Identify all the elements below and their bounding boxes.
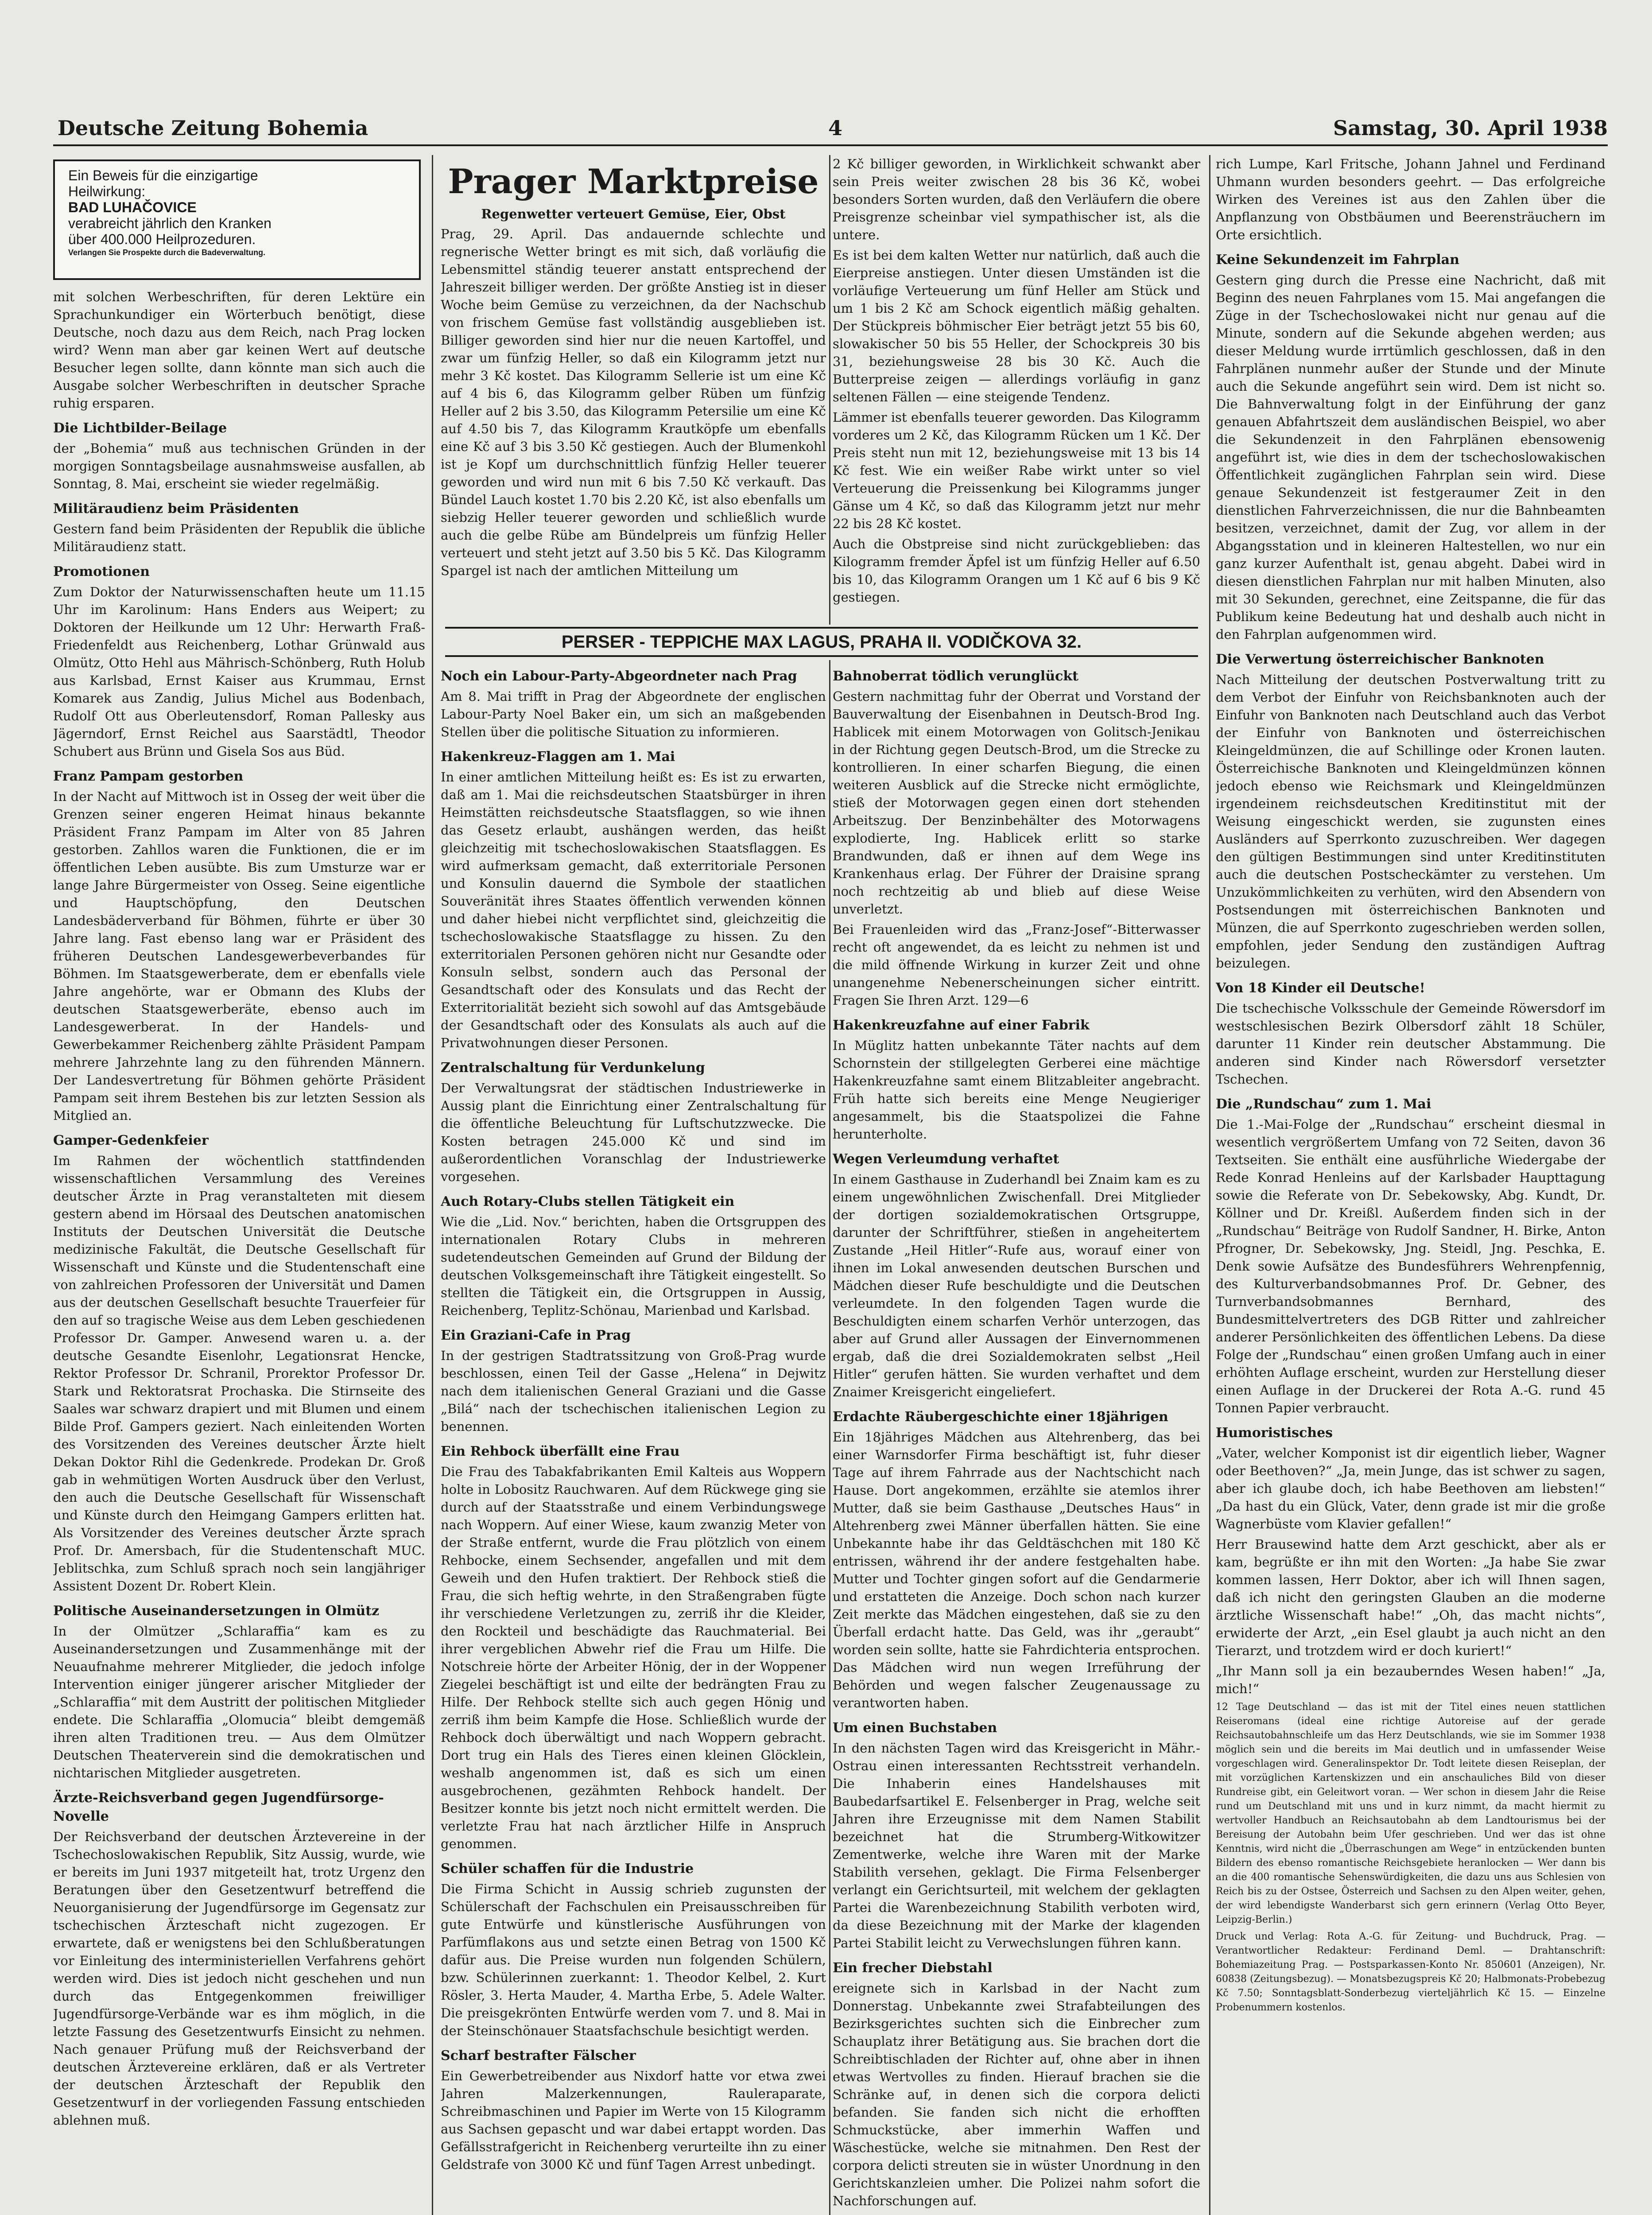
article-paragraph: Gestern nachmittag fuhr der Oberrat und Vorstand der Bauverwaltung der Eisenbahnen in Deutsch-Brod Ing. Hablicek mit einem Motorwagen von Golitsch-Jenikau in der Richtung gegen Deutsch-Brod, um die Strecke zu kontrollieren. In einer scharfen Biegung, die einen weiteren Ausblick auf die Strecke nicht ermöglichte, stieß der Motorwagen gegen einen dort stehenden Arbeitszug. Der Benzinbehälter des Motorwagens explodierte, Ing. Hablicek erlitt so starke Brandwunden, daß er ihnen auf dem Wege ins Krankenhaus erlag. Der Führer der Draisine sprang noch rechtzeitig ab und blieb auf diese Weise unverletzt. bbox=[833, 689, 1200, 917]
article-paragraph: „Ihr Mann soll ja ein bezauberndes Wesen haben!“ „Ja, mich!“ bbox=[1216, 1663, 1605, 1696]
article-paragraph: In der Olmützer „Schlaraffia“ kam es zu Auseinandersetzungen und Zusammenhänge mit der Neuaufnahme mehrerer Mitglieder, die jedoch infolge Intervention einiger jüngerer arischer Mitglieder der „Schlaraffia“ mit dem Austritt der politischen Mitglieder endete. Die Schlaraffia „Olomucia“ bleibt demgemäß ihren alten Traditionen treu. — Aus dem Olmützer Deutschen Theaterverein sind die demokratischen und nichtarischen Mitglieder ausgetreten. bbox=[53, 1624, 425, 1780]
spa-advertisement bbox=[53, 159, 421, 280]
article-headline: Keine Sekundenzeit im Fahrplan bbox=[1216, 252, 1460, 268]
column-4 bbox=[1216, 155, 1605, 2215]
article-headline: Die Lichtbilder-Beilage bbox=[53, 420, 227, 436]
article-headline: Humoristisches bbox=[1216, 1425, 1333, 1441]
article-paragraph: Am 8. Mai trifft in Prag der Abgeordnete der englischen Labour-Party Noel Baker ein, um sich an maßgebenden Stellen über die politische Situation zu informieren. bbox=[441, 689, 826, 739]
ad-line: Heilwirkung: bbox=[68, 183, 146, 199]
issue-date: Samstag, 30. April 1938 bbox=[1333, 116, 1608, 140]
ad-line: Ein Beweis für die einzigartige bbox=[68, 167, 258, 183]
article-paragraph: Ein Gewerbetreibender aus Nixdorf hatte vor etwa zwei Jahren Malzerkennungen, Rauleraparate, Schreibmaschinen und Papier im Werte von 15 Kilogramm aus Sachsen gepascht und war dabei ertappt worden. Das Gefällsstrafgericht in Reichenberg verurteilte ihn zu einer Geldstrafe von 3000 Kč und fünf Tagen Arrest unbedingt. bbox=[441, 2068, 826, 2172]
article-headline: Franz Pampam gestorben bbox=[53, 769, 244, 784]
column-1 bbox=[53, 288, 425, 2215]
column-3-top bbox=[833, 155, 1200, 625]
article-paragraph: rich Lumpe, Karl Fritsche, Johann Jahnel und Ferdinand Uhmann wurden besonders geehrt. — Das erfolgreiche Wirken des Vereines ist aus den Zahlen über die Anpflanzung von Obstbäumen und Beerensträuchern im Orte ersichtlich. bbox=[1216, 156, 1605, 242]
article-headline: Um einen Buchstaben bbox=[833, 1720, 997, 1736]
article-paragraph: Der Verwaltungsrat der städtischen Industriewerke in Aussig plant die Einrichtung einer Zentralschaltung für die öffentliche Beleuchtung für Luftschutzzwecke. Die Kosten betragen 245.000 Kč und sind im außerordentlichen Voranschlag der Industriewerke vorgesehen. bbox=[441, 1080, 826, 1184]
article-headline: Militäraudienz beim Präsidenten bbox=[53, 501, 299, 517]
column-divider bbox=[432, 155, 433, 2215]
article-headline: Die Verwertung österreichischer Banknoten bbox=[1216, 652, 1544, 667]
article-paragraph: Bei Frauenleiden wird das „Franz-Josef“-Bitterwasser recht oft angewendet, da es leicht zu nehmen ist und die mild öffnende Wirkung in kurzer Zeit und ohne unangenehme Nebenerscheinungen sicher eintritt. Fragen Sie Ihren Arzt. 129—6 bbox=[833, 922, 1200, 1008]
article-headline: Auch Rotary-Clubs stellen Tätigkeit ein bbox=[441, 1194, 735, 1209]
article-paragraph: der „Bohemia“ muß aus technischen Gründen in der morgigen Sonntagsbeilage ausnahmsweise ausfallen, ab Sonntag, 8. Mai, erscheint sie wieder regelmäßig. bbox=[53, 441, 425, 491]
article-paragraph: ereignete sich in Karlsbad in der Nacht zum Donnerstag. Unbekannte zwei Strafabteilungen des Bezirksgerichtes suchten sich die Einbrecher zum Schauplatz ihrer Betätigung aus. Sie brachen dort die Schreibtischladen der Richter auf, ohne aber in ihnen etwas Wertvolles zu finden. Hierauf brachen sie die Schränke auf, in denen sich die corpora delicti befanden. Sie fanden sich nicht die erhofften Schmuckstücke, aber immerhin Waffen und Wäschestücke, welche sie mitnahmen. Den Rest der corpora delicti streuten sie in wüster Unordnung in den Gerichtskanzleien umher. Die Polizei nahm sofort die Nachforschungen auf. bbox=[833, 1981, 1200, 2208]
article-paragraph: Prag, 29. April. Das andauernde schlechte und regnerische Wetter bringt es mit sich, daß vorläufig die Lebensmittel ständig teuerer anstatt entsprechend der Jahreszeit billiger werden. Der größte Anstieg ist in dieser Woche beim Gemüse zu verzeichnen, da der Nachschub von frischem Gemüse fast vollständig ausgeblieben ist. Billiger geworden sind hier nur die neuen Kartoffel, und zwar um fünfzig Heller, so daß ein Kilogramm jetzt nur mehr 3 Kč kostet. Das Kilogramm Sellerie ist um eine Kč auf 4 bis 6, das Kilogramm gelber Rüben um fünfzig Heller auf 2 bis 3.50, das Kilogramm Petersilie um eine Kč auf 4.50 bis 7, das Kilogramm Krautköpfe um ebenfalls eine Kč auf 3 bis 3.50 Kč gestiegen. Auch der Blumenkohl ist je Kopf um durchschnittlich fünfzig Heller teuerer geworden und wird nun mit 6 bis 7.50 Kč verkauft. Das Bündel Lauch kostet 1.70 bis 2.20 Kč, ist also ebenfalls um siebzig Heller teuerer geworden und schließlich wurde auch die gelbe Rübe am Bündelpreis um fünfzig Heller verteuert und steht jetzt auf 3.50 bis 5 Kč. Das Kilogramm Spargel ist nach der amtlichen Mitteilung um bbox=[441, 226, 826, 578]
ad-headline: BAD LUHAČOVICE bbox=[68, 199, 197, 215]
article-headline: Hakenkreuz-Flaggen am 1. Mai bbox=[441, 749, 675, 765]
article-paragraph: Die 1.-Mai-Folge der „Rundschau“ erscheint diesmal in wesentlich vergrößertem Umfang von 72 Seiten, davon 36 Textseiten. Sie enthält eine ausführliche Wiedergabe der Rede Konrad Henleins auf der Karlsbader Haupttagung sowie die Referate von Dr. Sebekowsky, Abg. Kundt, Dr. Köllner und Dr. Kreißl. Außerdem finden sich in der „Rundschau“ Beiträge von Rudolf Sandner, H. Birke, Anton Pfrogner, Dr. Sebekowsky, Jng. Steidl, Jng. Peschka, E. Denk sowie Aufsätze des Bundesführers Wehrenpfennig, des Kulturverbandsobmannes Prof. Dr. Gebner, des Turnverbandsobmannes Bernhard, des Bundesmittelvertreters des DGB Ritter und zahlreicher anderer Persönlichkeiten des öffentlichen Lebens. Da diese Folge der „Rundschau“ einen großen Umfang auch in einer erhöhten Auflage erscheint, wurden zur Herstellung dieser einen Auflage in der Druckerei der Rota A.-G. rund 45 Tonnen Papier verbraucht. bbox=[1216, 1117, 1605, 1415]
article-paragraph: In einer amtlichen Mitteilung heißt es: Es ist zu erwarten, daß am 1. Mai die reichsdeutschen Staatsbürger in ihren Heimstätten reichsdeutsche Staatsflaggen, so wie ihnen das Gesetz erlaubt, aushängen werden, das heißt gleichzeitig mit tschechoslowakischen Staatsflaggen. Es wird aufmerksam gemacht, daß exterritoriale Personen und Konsulin dauernd die Symbole der staatlichen Souveränität ihres Staates öffentlich verwenden können und daher hiebei nicht verpflichtet sind, gleichzeitig die tschechoslowakische Staatsflagge zu hissen. Zu den exterritorialen Personen gehören nicht nur Gesandte oder Konsuln selbst, sondern auch das Personal der Gesandtschaft oder des Konsulats und das Recht der Exterritorialität bezieht sich sowohl auf das Amtsgebäude der Gesandtschaft oder des Konsulats als auch auf die Privatwohnungen dieser Personen. bbox=[441, 769, 826, 1050]
column-divider bbox=[1209, 155, 1210, 2215]
article-paragraph: Die Frau des Tabakfabrikanten Emil Kalteis aus Woppern holte in Lobositz Rauchwaren. Auf dem Rückwege ging sie durch auf der Staatsstraße und einem Verbindungswege nach Woppern. Auf einer Wiese, kaum zwanzig Meter von der Straße entfernt, wurde die Frau plötzlich von einem Rehbocke, einem Sechsender, angefallen und mit dem Geweih und den Hufen traktiert. Der Rehbock stieß die Frau, die sich heftig wehrte, in den Straßengraben fügte ihr verschiedene Verletzungen zu, zerriß ihr die Kleider, den Rockteil und beschädigte das Rauchmaterial. Bei ihrer vergeblichen Abwehr rief die Frau um Hilfe. Die Notschreie hörte der Arbeiter Hönig, der in der Woppener Ziegelei beschäftigt ist und eilte der bedrängten Frau zu Hilfe. Der Rehbock stellte sich auch gegen Hönig und zerriß ihm beim Kampfe die Hose. Schließlich wurde der Rehbock doch überwältigt und nach Woppern gebracht. Dort trug ein Hals des Tieres einen kleinen Glöcklein, weshalb angenommen ist, daß es sich um einen ausgebrochenen, gezähmten Rehbock handelt. Der Besitzer konnte bis jetzt noch nicht ermittelt werden. Die verletzte Frau hat nach ärztlicher Hilfe in Anspruch genommen. bbox=[441, 1464, 826, 1851]
newspaper-title: Deutsche Zeitung Bohemia bbox=[58, 116, 368, 140]
article-headline: Zentralschaltung für Verdunkelung bbox=[441, 1060, 705, 1076]
article-headline: Wegen Verleumdung verhaftet bbox=[833, 1151, 1059, 1167]
article-paragraph: mit solchen Werbeschriften, für deren Lektüre ein Sprachunkundiger ein Wörterbuch benötigt, diese Deutsche, noch dazu aus dem Reich, nach Prag locken wird? Wenn man aber gar keinen Wert auf deutsche Besucher legen sollte, dann könnte man sich auch die Ausgabe solcher Werbeschriften in deutscher Sprache ruhig ersparen. bbox=[53, 289, 425, 411]
article-paragraph: Nach Mitteilung der deutschen Postverwaltung tritt zu dem Verbot der Einfuhr von Reichsbanknoten auch der Einfuhr von Banknoten nach Deutschland auch das Verbot der Einfuhr von Banknoten und österreichischen Kleingeldmünzen, die auf Schillinge oder Kronen lauten. Österreichische Banknoten und Kleingeldmünzen können jedoch ebenso wie Reichsmark und Kleingeldmünzen irgendeinem reichsdeutschen Kreditinstitut mit der Weisung eingeschickt werden, sie zugunsten eines Ausländers auf Sperrkonto zuzuschreiben. Wer dagegen den gültigen Bestimmungen sind unter Kreditinstituten auch die deutschen Postscheckämter zu verstehen. Um Unzukömmlichkeiten zu verhüten, wird den Absendern von Postsendungen mit österreichischen Banknoten und Münzen, die auf Sperrkonto zugeschrieben werden sollen, empfohlen, jeder Sendung den zuständigen Auftrag beizulegen. bbox=[1216, 672, 1605, 971]
article-headline: Gamper-Gedenkfeier bbox=[53, 1133, 209, 1148]
article-paragraph: Lämmer ist ebenfalls teuerer geworden. Das Kilogramm vorderes um 2 Kč, das Kilogramm Rücken um 1 Kč. Der Preis steht nun mit 12, beziehungsweise mit 13 bis 14 Kč fest. Wie ein weißer Rabe wirkt unter so viel Verteuerung die Preissenkung bei Kilogramms junger Gänse um 4 Kč, so daß das Kilogramm jetzt nur mehr 22 bis 28 Kč kostet. bbox=[833, 410, 1200, 531]
article-paragraph: Gestern ging durch die Presse eine Nachricht, daß mit Beginn des neuen Fahrplanes vom 15. Mai angefangen die Züge in der Tschechoslowakei nicht nur genau auf die Minute, sondern auf die Sekunde abgehen werden; aus dieser Meldung wurde irrtümlich geschlossen, daß in den Fahrplänen nunmehr außer der Stunde und der Minute auch die Sekunde angeführt sein wird. Dem ist nicht so. Die Bahnverwaltung folgt in der Einführung der ganz genauen Abfahrtszeit dem ausländischen Beispiel, wo aber die Sekundenzeit in den Fahrplänen ebensowenig angeführt ist, wie dies in dem der tschechoslowakischen Öffentlichkeit zugänglichen Fahrplan sein wird. Diese genaue Sekundenzeit ist festgeraumer Zeit in den dienstlichen Fahrverzeichnissen, die nur die Bahnbeamten besitzen, verzeichnet, damit der Zug, vor allem in der Abgangsstation und in kleineren Haltestellen, wo nur ein ganz kurzer Aufenthalt ist, genau abgeht. Dabei wird in diesen dienstlichen Fahrplan nur mit halben Minuten, also mit 30 Sekunden, gerechnet, eine Zeitspanne, die für das Publikum keine Bedeutung hat und deshalb auch nicht in den Fahrplan aufgenommen wird. bbox=[1216, 272, 1605, 642]
article-headline: Ein frecher Diebstahl bbox=[833, 1960, 993, 1976]
article-paragraph: Die tschechische Volksschule der Gemeinde Röwersdorf im westschlesischen Bezirk Olbersdorf zählt 18 Schüler, darunter 11 Kinder rein deutscher Abstammung. Die anderen sind Kinder nach Röwersdorf versetzter Tschechen. bbox=[1216, 1001, 1605, 1087]
article-paragraph: In einem Gasthause in Zuderhandl bei Znaim kam es zu einem ungewöhnlichen Zwischenfall. Drei Mitglieder der dortigen sozialdemokratischen Ortsgruppe, darunter der Schriftführer, stießen in angeheitertem Zustande „Heil Hitler“-Rufe aus, worauf einer von ihnen im Lokal anwesenden deutschen Burschen und Mädchen dieser Rufe beschuldigte und die Deutschen verleumdete. In den folgenden Tagen wurde die Beschuldigten einem scharfen Verhör unterzogen, das aber auf Grund aller Aussagen der Einvernommenen ergab, daß die drei Sozialdemokraten selbst „Heil Hitler“ gerufen hätten. Sie wurden verhaftet und dem Znaimer Kreisgericht eingeliefert. bbox=[833, 1172, 1200, 1399]
article-headline: Ein Graziani-Cafe in Prag bbox=[441, 1328, 631, 1343]
article-paragraph: Wie die „Lid. Nov.“ berichten, haben die Ortsgruppen des internationalen Rotary Clubs in mehreren sudetendeutschen Gemeinden auf Grund der Bildung der deutschen Volksgemeinschaft ihre Tätigkeit eingestellt. So stellten die Tätigkeit ein, die Ortsgruppen in Aussig, Reichenberg, Teplitz-Schönau, Marienbad und Karlsbad. bbox=[441, 1214, 826, 1318]
article-headline: Regenwetter verteuert Gemüse, Eier, Obst bbox=[481, 206, 786, 222]
article-paragraph: Im Rahmen der wöchentlich stattfindenden wissenschaftlichen Versammlung des Vereines deutscher Ärzte in Prag veranstalteten mit diesem gestern abend im Hörsaal des Deutschen anatomischen Instituts der Deutschen Universität die Deutsche medizinische Fakultät, die Deutsche Gesellschaft für Wissenschaft und Künste und die Studentenschaft eine von zahlreichen Professoren der Universität und Damen aus der deutschen Gesellschaft besuchte Trauerfeier für den auf so tragische Weise aus dem Leben geschiedenen Professor Dr. Gamper. Anwesend waren u. a. der deutsche Gesandte Eisenlohr, Legationsrat Hencke, Rektor Professor Dr. Schranil, Prorektor Professor Dr. Stark und Rektoratsrat Prochaska. Die Stirnseite des Saales war schwarz drapiert und mit Blumen und einem Bilde Prof. Gampers geziert. Nach einleitenden Worten des Vorsitzenden des Vereines deutscher Ärzte hielt Dekan Doktor Rihl die Gedenkrede. Prodekan Dr. Groß gab in wehmütigen Worten Ausdruck über den Verlust, den auch die Deutsche Gesellschaft für Wissenschaft und Künste durch den Heimgang Gampers erlitten hat. Als Vorsitzender des Vereines deutscher Ärzte sprach Prof. Dr. Amersbach, für die Studentenschaft MUC. Jeblitschka, zum Schluß sprach noch sein langjähriger Assistent Dozent Dr. Robert Klein. bbox=[53, 1153, 425, 1593]
article-paragraph: Ein 18jähriges Mädchen aus Altehrenberg, das bei einer Warnsdorfer Firma beschäftigt ist, fuhr dieser Tage auf ihrem Fahrrade aus der Nachtschicht nach Hause. Dort angekommen, erzählte sie atemlos ihrer Mutter, daß sie beim Gasthause „Deutsches Haus“ in Altehrenberg zwei Männer überfallen hätten. Sie eine Unbekannte habe ihr das Geldtäschchen mit 180 Kč entrissen, während ihr der andere festgehalten habe. Mutter und Tochter gingen sofort auf die Gendarmerie und erstatteten die Anzeige. Doch schon nach kurzer Zeit merkte das Mädchen eingestehen, daß sie zu den Überfall erdacht hatte. Das Geld, was ihr „geraubt“ worden sein sollte, hatte sie Fahrdichteria entsprochen. Das Mädchen wird nun wegen Irreführung der Behörden und wegen falscher Zeugenaussage zu verantworten haben. bbox=[833, 1430, 1200, 1710]
page-header bbox=[58, 116, 1608, 143]
article-paragraph: Auch die Obstpreise sind nicht zurückgeblieben: das Kilogramm fremder Äpfel ist um fünfzig Heller auf 6.50 bis 10, das Kilogramm Orangen um 1 Kč auf 6 bis 9 Kč gestiegen. bbox=[833, 536, 1200, 605]
column-divider bbox=[829, 660, 830, 2215]
article-paragraph: Es ist bei dem kalten Wetter nur natürlich, daß auch die Eierpreise anstiegen. Unter diesen Umständen ist die vorläufige Verteuerung um fünf Heller am Stück und um 1 bis 2 Kč am Schock eigentlich mäßig gehalten. Der Stückpreis böhmischer Eier beträgt jetzt 55 bis 60, slowakischer 50 bis 55 Heller, der Schockpreis 30 bis 31, beziehungsweise 28 bis 30 Kč. Auch die Butterpreise zeigen — allerdings vorläufig in ganz seltenen Fällen — eine steigende Tendenz. bbox=[833, 248, 1200, 404]
article-headline: Promotionen bbox=[53, 564, 150, 579]
ad-line: über 400.000 Heilprozeduren. bbox=[68, 231, 256, 247]
article-paragraph: In der Nacht auf Mittwoch ist in Osseg der weit über die Grenzen seiner engeren Heimat hinaus bekannte Präsident Franz Pampam im Alter von 85 Jahren gestorben. Zahllos waren die Funktionen, die er im öffentlichen Leben ausübte. Bis zum Umsturze war er lange Jahre Bürgermeister von Osseg. Seine eigentliche und Hauptschöpfung, den Deutschen Landesbäderverband für Böhmen, führte er über 30 Jahre lang. Fast ebenso lang war er Präsident des früheren Deutschen Landesgewerbeverbandes für Böhmen. Im Staatsgewerberate, dem er ebenfalls viele Jahre angehörte, war er Obmann des Klubs der deutschen Staatsgewerberäte, ebenso auch im Landesgewerberat. In der Handels- und Gewerbekammer Reichenberg zählte Präsident Pampam mehrere Jahrzehnte lang zu den führenden Männern. Der Landesvertretung für Böhmen gehörte Präsident Pampam seit ihrem Bestehen bis zur letzten Session als Mitglied an. bbox=[53, 789, 425, 1123]
header-rule bbox=[53, 144, 1608, 146]
article-headline: Politische Auseinandersetzungen in Olmütz bbox=[53, 1603, 380, 1619]
article-headline: Bahnoberrat tödlich verunglückt bbox=[833, 668, 1079, 684]
article-paragraph: Gestern fand beim Präsidenten der Republik die übliche Militäraudienz statt. bbox=[53, 521, 425, 554]
article-headline: Ein Rehbock überfällt eine Frau bbox=[441, 1444, 680, 1459]
column-3-bottom bbox=[833, 660, 1200, 2215]
article-paragraph: „Vater, welcher Komponist ist dir eigentlich lieber, Wagner oder Beethoven?“ „Ja, mein Junge, das ist schwer zu sagen, aber ich glaube doch, ich habe Beethoven am liebsten!“ „Da hast du ein Glück, Vater, denn grade ist mir die große Wagnerbüste vom Klavier gefallen!“ bbox=[1216, 1446, 1605, 1531]
column-2-bottom bbox=[441, 660, 826, 2215]
page-number: 4 bbox=[828, 116, 843, 140]
article-headline: Noch ein Labour-Party-Abgeordneter nach Prag bbox=[441, 668, 797, 684]
article-paragraph: 2 Kč billiger geworden, in Wirklichkeit schwankt aber sein Preis weiter zwischen 28 bis 36 Kč, wobei besonders Sorten wurden, daß den Verläufern die obere Preisgrenze scheinbar viel sympathischer ist, als die untere. bbox=[833, 156, 1200, 242]
article-paragraph: Der Reichsverband der deutschen Ärztevereine in der Tschechoslowakischen Republik, Sitz Aussig, wurde, wie er bereits im Juni 1937 mitgeteilt hat, trotz Urgenz den Beratungen über den Gesetzentwurf betreffend die Neuorganisierung der Jugendfürsorge im Gegensatz zur tschechischen Ärzteschaft nicht zugezogen. Er erwartete, daß er wenigstens bei den Schlußberatungen vor Einleitung des interministeriellen Verfahrens gehört werden wird. Dies ist jedoch nicht geschehen und nun durch das Entgegenkommen freiwilliger Jugendfürsorge-Verbände war es ihm möglich, in die letzte Fassung des Gesetzentwurfs Einsicht zu nehmen. Nach genauer Prüfung muß der Reichsverband der deutschen Ärztevereine erklären, daß er als Vertreter der deutschen Ärzteschaft der Republik den Gesetzentwurf in der vorliegenden Fassung entschieden ablehnen muß. bbox=[53, 1829, 425, 2128]
article-headline: Ärzte-Reichsverband gegen Jugendfürsorge-Novelle bbox=[53, 1790, 384, 1824]
article-paragraph: Druck und Verlag: Rota A.-G. für Zeitung- und Buchdruck, Prag. — Verantwortlicher Redakteur: Ferdinand Deml. — Drahtanschrift: Bohemiazeitung Prag. — Postsparkassen-Konto Nr. 850601 (Anzeigen), Nr. 60838 (Zeitungsbezug). — Monatsbezugspreis Kč 20; Halbmonats-Probebezug Kč 7.50; Sonntagsblatt-Sonderbezug vierteljährlich Kč 15. — Einzelne Probenummern kostenlos. bbox=[1216, 1931, 1605, 2013]
article-headline: Die „Rundschau“ zum 1. Mai bbox=[1216, 1096, 1431, 1112]
ad-footer: Verlangen Sie Prospekte durch die Badeverwaltung. bbox=[68, 248, 266, 257]
article-headline: Schüler schaffen für die Industrie bbox=[441, 1861, 694, 1877]
article-paragraph: Herr Brausewind hatte dem Arzt geschickt, aber als er kam, begrüßte er ihn mit den Worten: „Ja habe Sie zwar kommen lassen, Herr Doktor, aber ich will Ihnen sagen, daß ich nicht den geringsten Glauben an die moderne ärztliche Wissenschaft habe!“ „Oh, das macht nichts“, erwiderte der Arzt, „ein Esel glaubt ja auch nicht an den Tierarzt, und trotzdem wird er doch kuriert!“ bbox=[1216, 1537, 1605, 1658]
ad-line: verabreicht jährlich den Kranken bbox=[68, 215, 271, 231]
article-paragraph: Die Firma Schicht in Aussig schrieb zugunsten der Schülerschaft der Fachschulen ein Preisausschreiben für gute Entwürfe und künstlerische Ausführungen von Parfümflakons aus und setzte einen Betrag von 1500 Kč dafür aus. Die Preise wurden nun folgenden Schülern, bzw. Schülerinnen zuerkannt: 1. Theodor Kelbel, 2. Kurt Rösler, 3. Herta Mauder, 4. Martha Erbe, 5. Adele Walter. Die preisgekrönten Entwürfe werden vom 7. und 8. Mai in der Steinschönauer Staatsfachschule besichtigt werden. bbox=[441, 1881, 826, 2038]
article-headline: Von 18 Kinder eil Deutsche! bbox=[1216, 980, 1425, 996]
article-paragraph: In den nächsten Tagen wird das Kreisgericht in Mähr.-Ostrau einen interessanten Rechtsstreit verhandeln. Die Inhaberin eines Handelshauses mit Baubedarfsartikel E. Felsenberger in Prag, welche seit Jahren ihre Erzeugnisse mit dem Namen Stabilit bezeichnet hat die Strumberg-Witkowitzer Zementwerke, welche ihre Waren mit der Marke Stabilith versehen, geklagt. Die Firma Felsenberger verlangt ein Gerichtsurteil, mit welchem der geklagten Partei die Warenbezeichnung Stabilith verboten wird, da diese Bezeichnung mit der Marke der klagenden Partei Stabilit leicht zu Verwechslungen führen kann. bbox=[833, 1741, 1200, 1951]
article-paragraph: In der gestrigen Stadtratssitzung von Groß-Prag wurde beschlossen, einen Teil der Gasse „Helena“ in Dejwitz nach dem italienischen General Graziani und die Gasse „Bilá“ nach der tschechischen italienischen Legion zu benennen. bbox=[441, 1348, 826, 1434]
article-headline: Hakenkreuzfahne auf einer Fabrik bbox=[833, 1018, 1090, 1033]
article-paragraph: 12 Tage Deutschland — das ist mit der Titel eines neuen stattlichen Reiseromans (ideal eine richtige Autoreise auf der gerade Reichsautobahnschleife um das Herz Deutschlands, wie sie im Sommer 1938 möglich sein und die bereits im Mai deutlich und in umfassender Weise vorgeschlagen wird. Generalinspektor Dr. Todt leitete diesen Reiseplan, der mit vorzüglichen Kartenskizzen und ein anschauliches Bild von dieser Rundreise gibt, ein Geleitwort voran. — Wer schon in diesem Jahr die Reise rund um Deutschland mit uns und in kurz nimmt, da macht hiermit zu wertvoller Handbuch an Reichsautobahn ab dem Landtourismus bei der Bereisung der Autobahn beim Ufer geschrieben. Und wer das ist ohne Kenntnis, wird nicht die „Überraschungen am Wege“ in entzückenden bunten Bildern des ebenso romantische Reichsgebiete heranlocken — Wer dann bis an die 400 romantische Sehenswürdigkeiten, die dazu uns aus Schlesien von Reich bis zu der Ostsee, Österreich und Sachsen zu den Alpen weiter, gehen, der wird lebendigste Wanderbarst sich gern erinnern (Verlag Otto Beyer, Leipzig-Berlin.) bbox=[1216, 1702, 1605, 1925]
carpet-advertisement-banner: PERSER - TEPPICHE MAX LAGUS, PRAHA II. VODIČKOVA 32. bbox=[445, 627, 1198, 657]
article-paragraph: Zum Doktor der Naturwissenschaften heute um 11.15 Uhr im Karolinum: Hans Enders aus Weipert; zu Doktoren der Heilkunde um 12 Uhr: Herwarth Fraß-Friedenfeldt aus Reichenberg, Lothar Grünwald aus Olmütz, Otto Hehl aus Mährisch-Schönberg, Ruth Holub aus Karlsbad, Ernst Kaiser aus Krummau, Ernst Komarek aus Zandig, Julius Michel aus Bodenbach, Rudolf Ott aus Oberleutensdorf, Roman Pallesky aus Jägerndorf, Ernst Reichel aus Saarstädtl, Theodor Schubert aus Brünn und Gisela Sos aus Büd. bbox=[53, 584, 425, 759]
article-headline: Prager Marktpreise bbox=[448, 162, 819, 201]
column-2-top bbox=[441, 155, 826, 625]
article-headline: Scharf bestrafter Fälscher bbox=[441, 2048, 636, 2063]
article-paragraph: In Müglitz hatten unbekannte Täter nachts auf dem Schornstein der stillgelegten Gerberei eine mächtige Hakenkreuzfahne samt einem Blitzableiter angebracht. Früh hatte sich bereits eine Menge Neugieriger angesammelt, bis die Staatspolizei die Fahne herunterholte. bbox=[833, 1038, 1200, 1142]
article-headline: Erdachte Räubergeschichte einer 18jährigen bbox=[833, 1409, 1168, 1425]
column-divider bbox=[829, 155, 830, 625]
